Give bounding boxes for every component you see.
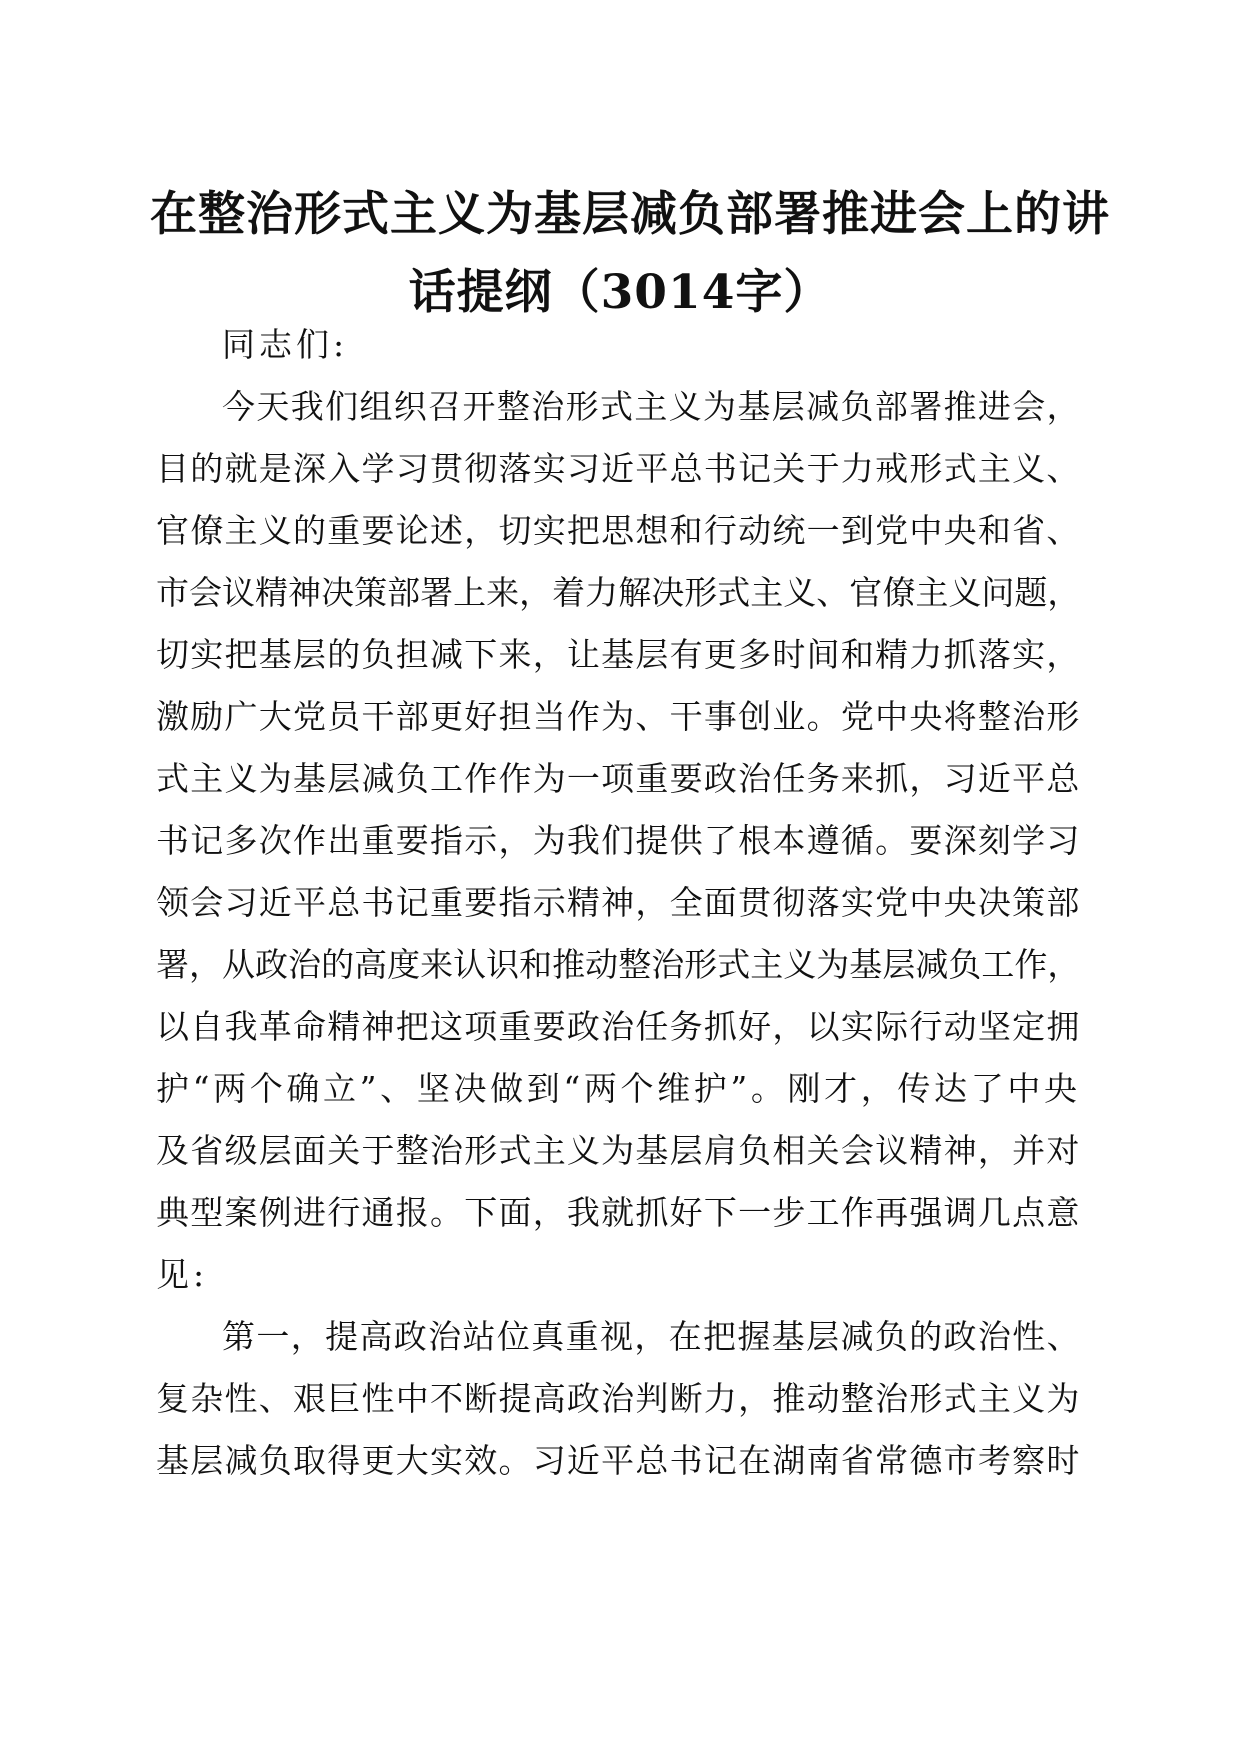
document-title xyxy=(150,176,1110,332)
body-line: 复杂性、艰巨性中不断提高政治判断力，推动整治形式主义为 xyxy=(156,1379,1081,1418)
body-line: 署，从政治的高度来认识和推动整治形式主义为基层减负工作， xyxy=(156,945,1081,984)
title-line: 话提纲（3014字） xyxy=(408,265,832,320)
body-line: 同志们: xyxy=(222,325,349,364)
body-line: 典型案例进行通报。下面，我就抓好下一步工作再强调几点意 xyxy=(156,1193,1081,1232)
document-body xyxy=(156,314,1086,1492)
body-line: 基层减负取得更大实效。习近平总书记在湖南省常德市考察时 xyxy=(156,1441,1081,1480)
body-line: 官僚主义的重要论述，切实把思想和行动统一到党中央和省、 xyxy=(156,511,1081,550)
body-line: 以自我革命精神把这项重要政治任务抓好，以实际行动坚定拥 xyxy=(156,1007,1081,1046)
title-line: 在整治形式主义为基层减负部署推进会上的讲 xyxy=(150,187,1110,242)
body-line: 领会习近平总书记重要指示精神，全面贯彻落实党中央决策部 xyxy=(156,883,1081,922)
body-line: 激励广大党员干部更好担当作为、干事创业。党中央将整治形 xyxy=(156,697,1081,736)
body-line: 切实把基层的负担减下来，让基层有更多时间和精力抓落实， xyxy=(156,635,1081,674)
body-line: 书记多次作出重要指示，为我们提供了根本遵循。要深刻学习 xyxy=(156,821,1081,860)
body-line: 目的就是深入学习贯彻落实习近平总书记关于力戒形式主义、 xyxy=(156,449,1081,488)
body-line: 市会议精神决策部署上来，着力解决形式主义、官僚主义问题， xyxy=(156,573,1081,612)
body-line: 护“两个确立”、坚决做到“两个维护”。刚才，传达了中央 xyxy=(156,1069,1081,1108)
body-line: 见: xyxy=(156,1255,209,1294)
body-line: 及省级层面关于整治形式主义为基层肩负相关会议精神，并对 xyxy=(156,1131,1081,1170)
body-line: 式主义为基层减负工作作为一项重要政治任务来抓，习近平总 xyxy=(156,759,1081,798)
body-line: 第一，提高政治站位真重视，在把握基层减负的政治性、 xyxy=(222,1317,1081,1356)
body-line: 今天我们组织召开整治形式主义为基层减负部署推进会， xyxy=(222,387,1081,426)
